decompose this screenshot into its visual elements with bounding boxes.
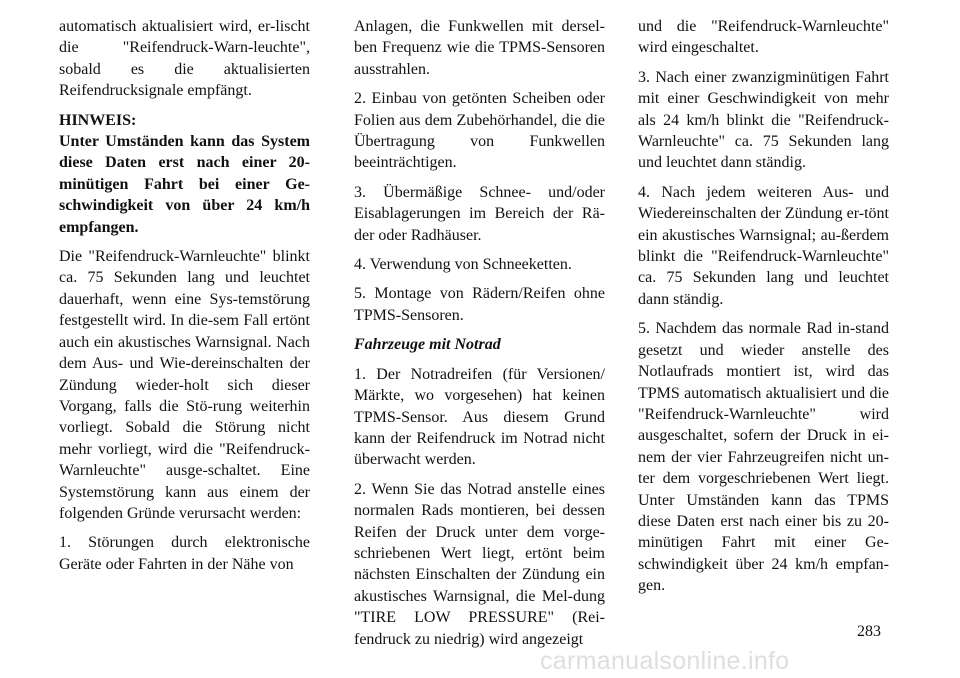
list-item: 1. Störungen durch elektronische Geräte oder Fahrten in der Nähe von bbox=[59, 534, 310, 573]
list-item: 2. Wenn Sie das Notrad anstelle eines normalen Rads montieren, bei dessen Reifen der Druck unter dem vorge-schriebenen Wert liegt, ertönt beim nächsten Einschalten der Zündung ein akustisches Warnsignal, die Mel-dung "TIRE LOW PRESSURE" (Rei-fendruck zu niedrig) wird angezeigt bbox=[354, 480, 605, 648]
column-right bbox=[638, 16, 889, 605]
column-middle bbox=[354, 16, 605, 658]
list-item: 5. Nachdem das normale Rad in-stand gesetzt und wieder anstelle des Notlaufrads montiert ist, wird das TPMS automatisch aktualisiert und die "Reifendruck-Warnleuchte" wird ausgeschaltet, sofern der Druck in ei-nem der vier Fahrzeugreifen nicht un-ter dem vorgeschriebenen Wert liegt. Unter Umständen kann das TPMS diese Daten erst nach einer bis zu 20-minütigen Fahrt mit einer Ge-schwindigkeit über 24 km/h empfan-gen. bbox=[638, 320, 889, 595]
page-number: 283 bbox=[857, 623, 881, 640]
paragraph: Anlagen, die Funkwellen mit dersel-ben Frequenz wie die TPMS-Sensoren ausstrahlen. bbox=[354, 18, 605, 78]
watermark: carmanualsonline.info bbox=[540, 647, 790, 675]
list-item: 2. Einbau von getönten Scheiben oder Folien aus dem Zubehörhandel, die die Übertragung von Funkwellen beeinträchtigen. bbox=[354, 90, 605, 172]
list-item: 3. Nach einer zwanzigminütigen Fahrt mit einer Geschwindigkeit von mehr als 24 km/h blinkt die "Reifendruck-Warnleuchte" ca. 75 Sekunden lang und leuchtet dann ständig. bbox=[638, 68, 889, 172]
list-item: 4. Nach jedem weiteren Aus- und Wiedereinschalten der Zündung er-tönt ein akustisches Warnsignal; au-ßerdem blinkt die "Reifendruck-Warnleuchte" ca. 75 Sekunden lang und leuchtet dann ständig. bbox=[638, 183, 889, 308]
list-item: 4. Verwendung von Schneeketten. bbox=[354, 256, 572, 274]
section-heading: Fahrzeuge mit Notrad bbox=[354, 336, 501, 354]
list-item: 1. Der Notradreifen (für Versionen/ Märkte, wo vorgesehen) hat keinen TPMS-Sensor. Aus diesem Grund kann der Reifendruck im Notrad nicht überwacht werden. bbox=[354, 365, 605, 469]
paragraph: automatisch aktualisiert wird, er-lischt die "Reifendruck-Warn-leuchte", sobald es die aktualisierten Reifendrucksignale empfängt. bbox=[59, 18, 310, 100]
list-item: 5. Montage von Rädern/Reifen ohne TPMS-Sensoren. bbox=[354, 285, 605, 324]
column-left bbox=[59, 16, 310, 583]
note-text: Unter Umständen kann das System diese Daten erst nach einer 20-minütigen Fahrt bei einer Ge-schwindigkeit von über 24 km/h empfangen. bbox=[59, 133, 310, 236]
note-heading: HINWEIS: bbox=[59, 111, 137, 129]
paragraph: Die "Reifendruck-Warnleuchte" blinkt ca. 75 Sekunden lang und leuchtet dauerhaft, wenn eine Sys-temstörung festgestellt wird. In die-sem Fall ertönt auch ein akustisches Warnsignal. Nach dem Aus- und Wie-dereinschalten der Zündung wieder-holt sich dieser Vorgang, falls die Stö-rung weiterhin vorliegt. Sobald die Störung nicht mehr vorliegt, wird die "Reifendruck-Warnleuchte" ausge-schaltet. Eine Systemstörung kann aus einem der folgenden Gründe verursacht werden: bbox=[59, 248, 310, 522]
list-item: 3. Übermäßige Schnee- und/oder Eisablagerungen im Bereich der Rä-der oder Radhäuser. bbox=[354, 183, 605, 244]
paragraph: und die "Reifendruck-Warnleuchte" wird eingeschaltet. bbox=[638, 18, 889, 57]
